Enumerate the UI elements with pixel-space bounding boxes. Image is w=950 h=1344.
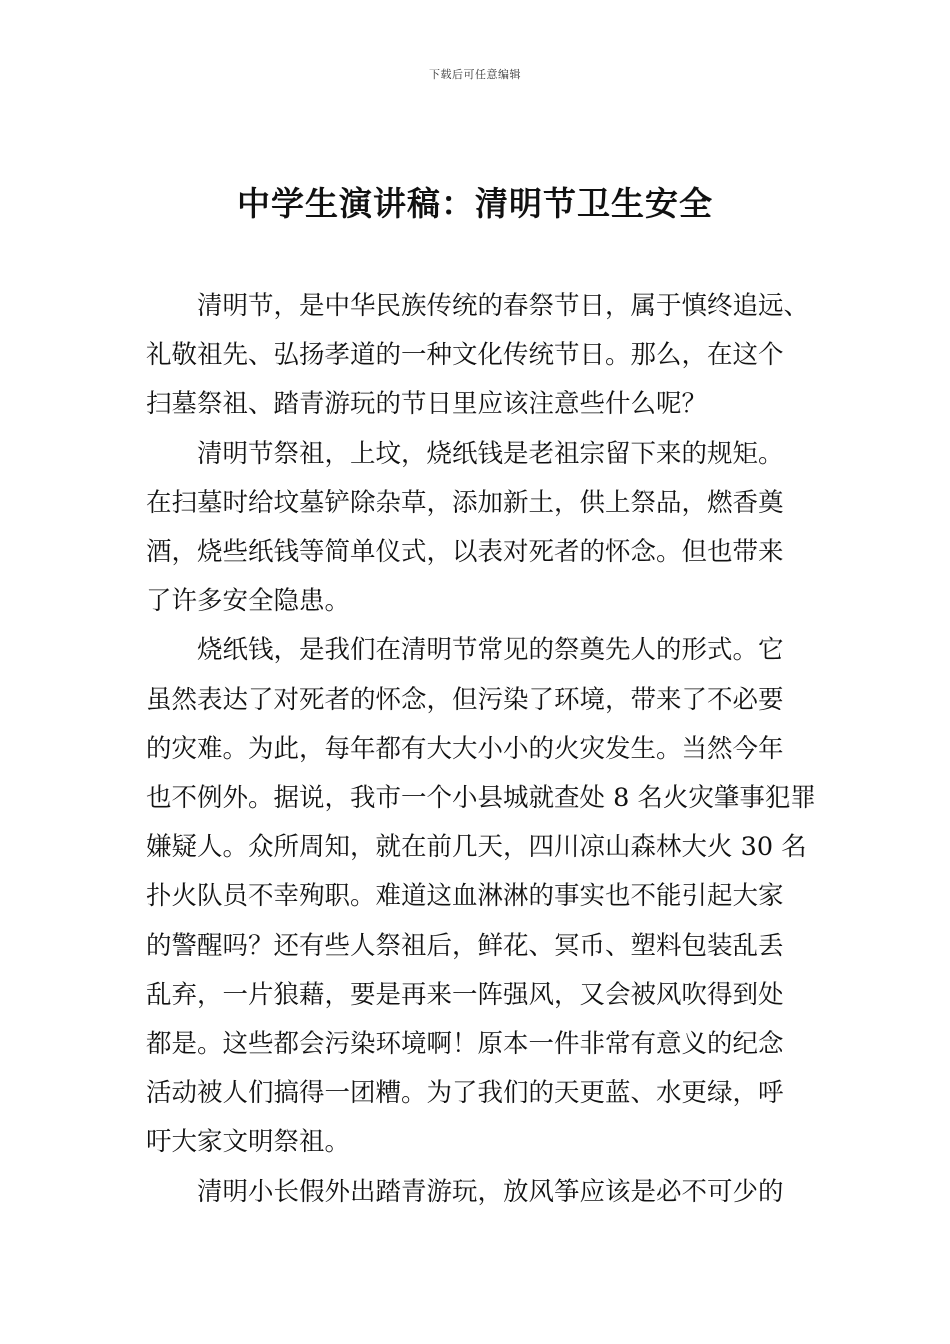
- text-line: 的灾难。为此，每年都有大大小小的火灾发生。当然今年: [146, 733, 784, 764]
- text-line: 礼敬祖先、弘扬孝道的一种文化传统节日。那么，在这个: [146, 340, 784, 371]
- paragraph-3: [146, 626, 814, 1167]
- text-line: 烧纸钱，是我们在清明节常见的祭奠先人的形式。它: [197, 635, 784, 666]
- text-line: 扫墓祭祖、踏青游玩的节日里应该注意些什么呢？: [146, 389, 708, 420]
- text-line: 清明节祭祖，上坟，烧纸钱是老祖宗留下来的规矩。: [197, 438, 784, 469]
- page-title: 中学生演讲稿：清明节卫生安全: [237, 184, 713, 223]
- paragraph-2: [146, 430, 814, 627]
- text-line: 乱弃，一片狼藉，要是再来一阵强风，又会被风吹得到处: [146, 979, 784, 1010]
- text-line: 也不例外。据说，我市一个小县城就查处 8 名火灾肇事犯罪: [146, 783, 816, 814]
- text-line: 扑火队员不幸殉职。难道这血淋淋的事实也不能引起大家: [146, 881, 784, 912]
- paragraph-1: [146, 282, 814, 430]
- text-line: 清明小长假外出踏青游玩，放风筝应该是必不可少的: [197, 1176, 784, 1207]
- header-note: 下载后可任意编辑: [429, 68, 521, 81]
- text-line: 的警醒吗？还有些人祭祖后，鲜花、冥币、塑料包装乱丢: [146, 930, 784, 961]
- text-line: 清明节，是中华民族传统的春祭节日，属于慎终追远、: [197, 291, 810, 321]
- text-line: 吁大家文明祭祖。: [146, 1127, 351, 1158]
- body-text: [146, 282, 814, 1217]
- text-line: 活动被人们搞得一团糟。为了我们的天更蓝、水更绿，呼: [146, 1078, 784, 1109]
- text-line: 在扫墓时给坟墓铲除杂草，添加新土，供上祭品，燃香奠: [146, 487, 784, 518]
- text-line: 嫌疑人。众所周知，就在前几天，四川凉山森林大火 30 名: [146, 832, 807, 863]
- text-line: 了许多安全隐患。: [146, 586, 351, 617]
- paragraph-4: [146, 1168, 814, 1217]
- text-line: 虽然表达了对死者的怀念，但污染了环境，带来了不必要: [146, 684, 784, 715]
- text-line: 酒，烧些纸钱等简单仪式，以表对死者的怀念。但也带来: [146, 537, 784, 568]
- text-line: 都是。这些都会污染环境啊！原本一件非常有意义的纪念: [146, 1029, 784, 1060]
